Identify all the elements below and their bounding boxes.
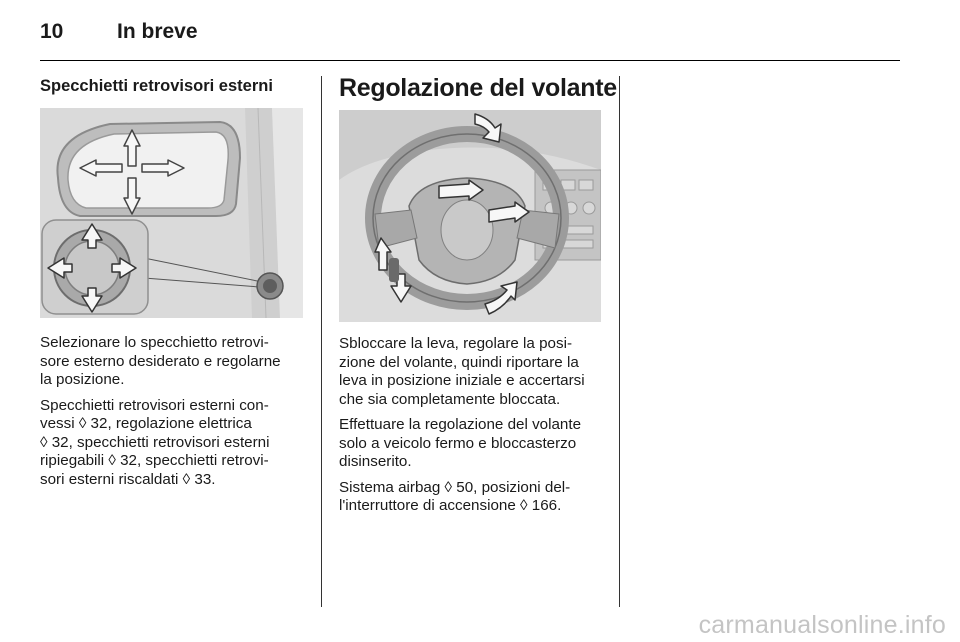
text-line: leva in posizione iniziale e accertarsi <box>339 372 585 389</box>
mirrors-paragraph-1 <box>40 334 310 390</box>
text-line: disinserito. <box>339 453 412 470</box>
header-rule <box>40 60 900 61</box>
text-line: Sistema airbag ◊ 50, posizioni del- <box>339 478 571 496</box>
mirrors-paragraph-2 <box>40 397 310 490</box>
text-line: vessi ◊ 32, regolazione elettrica <box>40 415 252 432</box>
text-line: sori esterni riscaldati ◊ 33. <box>40 470 216 488</box>
steering-adjustment-figure <box>339 110 601 322</box>
watermark: carmanualsonline.info <box>698 611 946 639</box>
column-divider <box>619 76 620 607</box>
text-line: sore esterno desiderato e regolarne <box>40 352 281 370</box>
text-line: Specchietti retrovisori esterni con- <box>40 396 269 414</box>
column-divider <box>321 76 322 607</box>
steering-wheel-illustration <box>339 110 601 322</box>
mirror-adjustment-figure <box>40 108 303 318</box>
section-title: In breve <box>117 20 198 43</box>
steering-paragraph-3 <box>339 479 609 516</box>
text-line: Selezionare lo specchietto retrovi- <box>40 334 269 351</box>
mirror-illustration <box>40 108 303 318</box>
steering-text <box>339 335 609 516</box>
page-number: 10 <box>40 20 64 43</box>
text-line: l'interruttore di accensione ◊ 166. <box>339 497 562 514</box>
text-line: zione del volante, quindi riportare la <box>339 353 579 371</box>
text-line: ripiegabili ◊ 32, specchietti retrovi- <box>40 452 269 469</box>
text-line: che sia completamente bloccata. <box>339 390 561 408</box>
steering-paragraph-2 <box>339 416 609 472</box>
text-line: solo a veicolo fermo e bloccasterzo <box>339 434 577 452</box>
heading-steering: Regolazione del volante <box>339 74 617 102</box>
mirrors-text <box>40 334 310 489</box>
steering-paragraph-1 <box>339 335 609 409</box>
text-line: Sbloccare la leva, regolare la posi- <box>339 335 572 352</box>
text-line: la posizione. <box>40 371 125 388</box>
text-line: ◊ 32, specchietti retrovisori esterni <box>40 433 270 451</box>
heading-mirrors: Specchietti retrovisori esterni <box>40 77 273 95</box>
text-line: Effettuare la regolazione del volante <box>339 416 582 433</box>
